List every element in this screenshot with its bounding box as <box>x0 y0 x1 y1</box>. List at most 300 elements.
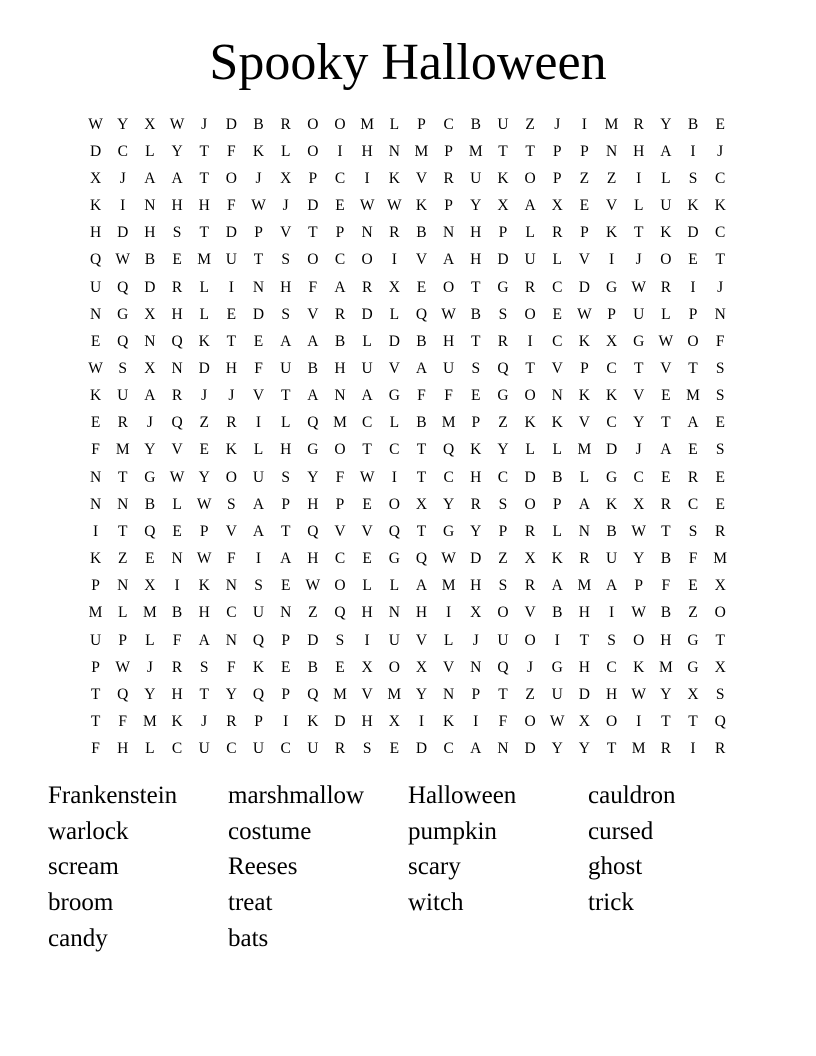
grid-letter: O <box>524 305 536 323</box>
grid-letter: L <box>525 441 535 459</box>
grid-letter: B <box>416 224 427 242</box>
grid-letter: C <box>606 359 617 377</box>
grid-letter: C <box>687 495 699 513</box>
grid-letter: Z <box>308 604 318 622</box>
grid-letter: V <box>605 197 618 215</box>
grid-letter: U <box>497 115 509 133</box>
grid-letter: M <box>713 550 728 568</box>
grid-letter: V <box>415 631 428 649</box>
grid-letter: R <box>334 740 346 758</box>
grid-letter: G <box>605 278 618 296</box>
grid-letter: S <box>281 251 290 269</box>
grid-letter: Q <box>415 305 428 323</box>
grid-letter: A <box>415 577 428 595</box>
grid-letter: O <box>225 468 237 486</box>
grid-letter: P <box>254 713 263 731</box>
grid-letter: E <box>715 414 725 432</box>
grid-letter: R <box>552 224 563 242</box>
grid-letter: T <box>498 685 508 703</box>
grid-letter: Y <box>470 522 482 540</box>
grid-letter: W <box>88 115 103 133</box>
grid-letter: K <box>524 414 536 432</box>
word-list-item: treat <box>228 889 273 917</box>
grid-letter: N <box>89 495 102 513</box>
grid-letter: A <box>334 278 346 296</box>
grid-letter: O <box>524 631 536 649</box>
grid-letter: R <box>171 278 183 296</box>
grid-letter: R <box>171 387 183 405</box>
grid-letter: X <box>605 332 618 350</box>
grid-letter: Q <box>307 685 319 703</box>
grid-letter: J <box>255 169 262 187</box>
grid-letter: T <box>416 522 427 540</box>
grid-letter: J <box>554 115 561 133</box>
letter-grid <box>82 111 734 763</box>
word-list-item: pumpkin <box>408 817 497 845</box>
grid-letter: S <box>498 577 508 595</box>
grid-letter: Q <box>117 685 129 703</box>
grid-letter: Z <box>525 115 535 133</box>
grid-letter: B <box>470 115 481 133</box>
grid-letter: N <box>117 495 129 513</box>
grid-letter: P <box>688 305 698 323</box>
word-list-item: scream <box>48 853 119 881</box>
grid-letter: Q <box>714 713 726 731</box>
grid-letter: D <box>415 740 428 758</box>
grid-letter: E <box>688 577 698 595</box>
grid-letter: F <box>254 359 263 377</box>
grid-letter: O <box>633 631 645 649</box>
grid-letter: L <box>552 251 562 269</box>
grid-letter: B <box>660 550 672 568</box>
grid-letter: S <box>172 224 182 242</box>
grid-letter: Y <box>225 685 237 703</box>
grid-letter: N <box>388 604 400 622</box>
grid-letter: Y <box>144 685 156 703</box>
grid-letter: U <box>198 740 210 758</box>
grid-letter: Y <box>633 550 645 568</box>
grid-letter: C <box>226 740 237 758</box>
grid-letter: X <box>144 305 156 323</box>
grid-letter: H <box>470 577 482 595</box>
grid-letter: R <box>687 468 699 486</box>
grid-letter: T <box>199 169 209 187</box>
grid-letter: U <box>89 278 102 296</box>
grid-letter: T <box>688 359 698 377</box>
grid-letter: Y <box>470 197 482 215</box>
grid-letter: P <box>580 359 589 377</box>
grid-letter: Q <box>89 251 102 269</box>
grid-letter: N <box>89 305 102 323</box>
grid-letter: T <box>416 468 427 486</box>
grid-letter: E <box>145 550 155 568</box>
grid-letter: A <box>443 251 455 269</box>
grid-letter: X <box>388 713 400 731</box>
grid-letter: Q <box>334 604 346 622</box>
grid-letter: T <box>471 278 481 296</box>
grid-letter: E <box>280 577 291 595</box>
grid-letter: M <box>333 685 347 703</box>
grid-letter: K <box>578 332 590 350</box>
grid-letter: K <box>198 577 210 595</box>
grid-letter: I <box>636 169 642 187</box>
grid-letter: H <box>334 359 346 377</box>
grid-letter: J <box>228 387 235 405</box>
grid-letter: N <box>171 359 183 377</box>
grid-letter: X <box>361 658 373 676</box>
grid-letter: L <box>525 224 535 242</box>
grid-letter: G <box>633 332 645 350</box>
grid-letter: B <box>253 115 264 133</box>
word-list-item: ghost <box>588 853 643 881</box>
grid-letter: A <box>144 169 156 187</box>
grid-letter: I <box>364 169 370 187</box>
grid-letter: I <box>255 414 262 432</box>
grid-letter: W <box>386 197 402 215</box>
grid-letter: F <box>417 387 426 405</box>
grid-letter: C <box>443 468 454 486</box>
grid-letter: H <box>280 441 292 459</box>
grid-letter: X <box>415 658 428 676</box>
grid-letter: M <box>441 414 456 432</box>
grid-letter: I <box>581 115 587 133</box>
grid-letter: B <box>470 305 481 323</box>
grid-letter: E <box>688 441 698 459</box>
grid-letter: U <box>524 251 536 269</box>
grid-letter: M <box>387 685 402 703</box>
grid-letter: S <box>715 441 725 459</box>
grid-letter: N <box>497 740 509 758</box>
grid-letter: N <box>578 522 590 540</box>
grid-letter: A <box>307 332 319 350</box>
grid-letter: H <box>470 251 482 269</box>
grid-letter: S <box>607 631 616 649</box>
grid-letter: F <box>688 550 698 568</box>
grid-letter: A <box>415 359 428 377</box>
grid-letter: T <box>253 251 264 269</box>
grid-letter: B <box>144 495 156 513</box>
grid-letter: Y <box>144 441 156 459</box>
grid-letter: K <box>307 713 319 731</box>
grid-letter: T <box>280 522 291 540</box>
grid-letter: I <box>608 604 615 622</box>
grid-letter: J <box>635 441 642 459</box>
grid-letter: G <box>551 658 563 676</box>
grid-letter: E <box>280 658 291 676</box>
grid-letter: H <box>578 658 590 676</box>
grid-letter: G <box>497 278 509 296</box>
grid-letter: K <box>89 550 102 568</box>
grid-letter: A <box>605 577 618 595</box>
grid-letter: D <box>117 224 129 242</box>
grid-letter: I <box>391 251 397 269</box>
grid-letter: K <box>470 441 482 459</box>
grid-letter: R <box>715 740 726 758</box>
grid-letter: V <box>307 305 319 323</box>
grid-letter: T <box>90 685 101 703</box>
grid-letter: K <box>605 387 618 405</box>
grid-letter: T <box>633 224 644 242</box>
grid-letter: D <box>578 278 590 296</box>
grid-letter: W <box>577 305 592 323</box>
grid-letter: W <box>631 522 647 540</box>
grid-letter: Q <box>497 658 509 676</box>
grid-letter: I <box>391 468 397 486</box>
grid-letter: O <box>334 115 346 133</box>
grid-letter: P <box>281 495 290 513</box>
word-list-item: warlock <box>48 817 129 845</box>
word-list-item: Frankenstein <box>48 782 178 809</box>
grid-letter: J <box>201 115 208 133</box>
grid-letter: I <box>364 631 370 649</box>
grid-letter: K <box>415 197 428 215</box>
word-list-item: cursed <box>588 817 654 845</box>
grid-letter: M <box>441 577 456 595</box>
grid-letter: M <box>360 115 375 133</box>
grid-letter: B <box>606 522 617 540</box>
grid-letter: N <box>443 685 455 703</box>
grid-letter: V <box>551 359 563 377</box>
grid-letter: F <box>172 631 182 649</box>
grid-letter: A <box>144 387 156 405</box>
grid-letter: H <box>171 305 183 323</box>
grid-letter: P <box>580 142 589 160</box>
grid-letter: H <box>361 604 373 622</box>
grid-letter: L <box>661 169 671 187</box>
grid-letter: P <box>281 631 290 649</box>
grid-letter: Z <box>118 550 128 568</box>
grid-letter: O <box>307 142 319 160</box>
grid-letter: N <box>470 658 482 676</box>
grid-letter: U <box>252 740 265 758</box>
grid-letter: H <box>415 604 428 622</box>
grid-letter: N <box>252 278 265 296</box>
grid-letter: D <box>687 224 699 242</box>
grid-letter: S <box>199 658 209 676</box>
grid-letter: O <box>388 658 400 676</box>
grid-letter: D <box>252 305 265 323</box>
grid-letter: Q <box>171 414 183 432</box>
grid-letter: M <box>631 740 646 758</box>
grid-letter: H <box>660 631 672 649</box>
grid-letter: D <box>361 305 373 323</box>
grid-letter: M <box>468 142 483 160</box>
grid-letter: B <box>334 332 346 350</box>
grid-letter: I <box>283 713 289 731</box>
word-list-item: broom <box>48 889 114 917</box>
grid-letter: N <box>714 305 726 323</box>
grid-letter: U <box>497 631 509 649</box>
grid-letter: A <box>280 550 292 568</box>
grid-letter: Y <box>660 115 672 133</box>
grid-letter: K <box>687 197 699 215</box>
grid-letter: P <box>118 631 128 649</box>
grid-letter: N <box>225 631 237 649</box>
grid-letter: K <box>551 550 563 568</box>
grid-letter: W <box>441 550 456 568</box>
grid-letter: C <box>226 604 237 622</box>
grid-letter: E <box>90 414 101 432</box>
grid-letter: U <box>470 169 482 187</box>
grid-letter: L <box>145 142 155 160</box>
grid-letter: E <box>90 332 101 350</box>
grid-letter: K <box>605 495 618 513</box>
word-list-item: Halloween <box>408 782 517 809</box>
word-list-item: scary <box>408 853 461 881</box>
grid-letter: I <box>92 522 99 540</box>
grid-letter: L <box>443 631 454 649</box>
grid-letter: T <box>715 251 725 269</box>
grid-letter: W <box>631 685 647 703</box>
grid-letter: Q <box>415 550 428 568</box>
grid-letter: A <box>660 441 672 459</box>
grid-letter: F <box>661 577 671 595</box>
grid-letter: S <box>715 359 725 377</box>
grid-letter: A <box>551 577 563 595</box>
grid-letter: X <box>280 169 292 187</box>
grid-letter: O <box>660 251 672 269</box>
grid-letter: R <box>226 713 237 731</box>
grid-letter: E <box>471 387 481 405</box>
grid-letter: U <box>633 305 645 323</box>
grid-letter: K <box>605 224 618 242</box>
grid-letter: P <box>199 522 209 540</box>
grid-letter: P <box>607 305 616 323</box>
grid-letter: M <box>142 713 157 731</box>
grid-letter: L <box>253 441 264 459</box>
grid-letter: U <box>280 359 292 377</box>
grid-letter: I <box>690 740 696 758</box>
grid-letter: X <box>524 550 536 568</box>
grid-letter: V <box>334 522 346 540</box>
grid-letter: C <box>389 441 400 459</box>
grid-letter: W <box>305 577 321 595</box>
grid-letter: K <box>497 169 509 187</box>
grid-letter: L <box>145 740 155 758</box>
grid-letter: P <box>444 197 453 215</box>
grid-letter: V <box>171 441 183 459</box>
grid-letter: J <box>717 142 724 160</box>
grid-letter: C <box>334 550 346 568</box>
grid-letter: N <box>388 142 400 160</box>
grid-letter: V <box>415 251 428 269</box>
grid-letter: O <box>524 495 536 513</box>
grid-letter: D <box>198 359 210 377</box>
grid-letter: Z <box>498 414 508 432</box>
grid-letter: X <box>144 115 156 133</box>
grid-letter: C <box>552 332 563 350</box>
grid-letter: V <box>280 224 292 242</box>
grid-letter: B <box>144 251 156 269</box>
grid-letter: S <box>335 631 345 649</box>
grid-letter: G <box>144 468 156 486</box>
grid-letter: E <box>715 468 725 486</box>
grid-letter: B <box>416 332 427 350</box>
grid-letter: K <box>198 332 210 350</box>
grid-letter: V <box>443 658 455 676</box>
grid-letter: P <box>335 224 345 242</box>
grid-letter: G <box>388 387 400 405</box>
grid-letter: P <box>91 658 100 676</box>
grid-letter: Q <box>117 278 129 296</box>
grid-letter: F <box>227 142 236 160</box>
grid-letter: X <box>144 359 156 377</box>
grid-letter: G <box>307 441 319 459</box>
word-list-item: marshmallow <box>228 782 365 809</box>
grid-letter: J <box>201 387 208 405</box>
grid-letter: K <box>551 414 563 432</box>
grid-letter: L <box>552 441 562 459</box>
grid-letter: L <box>362 577 372 595</box>
grid-letter: G <box>117 305 129 323</box>
grid-letter: R <box>524 577 536 595</box>
grid-letter: G <box>388 550 400 568</box>
grid-letter: L <box>389 577 400 595</box>
grid-letter: Y <box>171 142 183 160</box>
grid-letter: S <box>471 359 481 377</box>
grid-letter: U <box>605 550 618 568</box>
grid-letter: E <box>661 387 671 405</box>
grid-letter: V <box>361 522 373 540</box>
grid-letter: H <box>280 278 292 296</box>
grid-letter: J <box>282 197 289 215</box>
grid-letter: O <box>225 169 237 187</box>
grid-letter: W <box>359 468 375 486</box>
grid-letter: D <box>225 224 237 242</box>
grid-letter: H <box>470 468 482 486</box>
grid-letter: F <box>444 387 453 405</box>
grid-letter: V <box>633 387 645 405</box>
grid-letter: L <box>389 414 400 432</box>
grid-letter: L <box>389 115 400 133</box>
grid-letter: P <box>498 522 508 540</box>
grid-letter: E <box>688 251 698 269</box>
grid-letter: F <box>227 197 236 215</box>
grid-letter: O <box>524 713 536 731</box>
grid-letter: X <box>687 685 699 703</box>
grid-letter: I <box>636 713 642 731</box>
grid-letter: U <box>89 631 102 649</box>
grid-letter: N <box>144 197 156 215</box>
grid-letter: T <box>525 142 535 160</box>
grid-letter: U <box>388 631 400 649</box>
word-list-item: costume <box>228 817 312 845</box>
grid-letter: A <box>252 522 265 540</box>
grid-letter: J <box>527 658 534 676</box>
grid-letter: C <box>280 740 291 758</box>
grid-letter: D <box>89 142 102 160</box>
grid-letter: J <box>119 169 126 187</box>
grid-letter: P <box>634 577 644 595</box>
grid-letter: O <box>443 278 455 296</box>
grid-letter: A <box>660 142 672 160</box>
grid-letter: P <box>552 169 562 187</box>
grid-letter: T <box>416 441 427 459</box>
grid-letter: D <box>578 685 590 703</box>
grid-letter: Z <box>199 414 209 432</box>
grid-letter: B <box>416 414 427 432</box>
grid-letter: J <box>717 278 724 296</box>
grid-letter: C <box>715 169 726 187</box>
grid-letter: G <box>497 387 509 405</box>
grid-letter: I <box>418 713 425 731</box>
grid-letter: K <box>633 658 645 676</box>
grid-letter: V <box>388 359 400 377</box>
grid-letter: U <box>660 197 672 215</box>
grid-letter: Y <box>117 115 129 133</box>
grid-letter: Q <box>497 359 509 377</box>
grid-letter: H <box>443 332 455 350</box>
